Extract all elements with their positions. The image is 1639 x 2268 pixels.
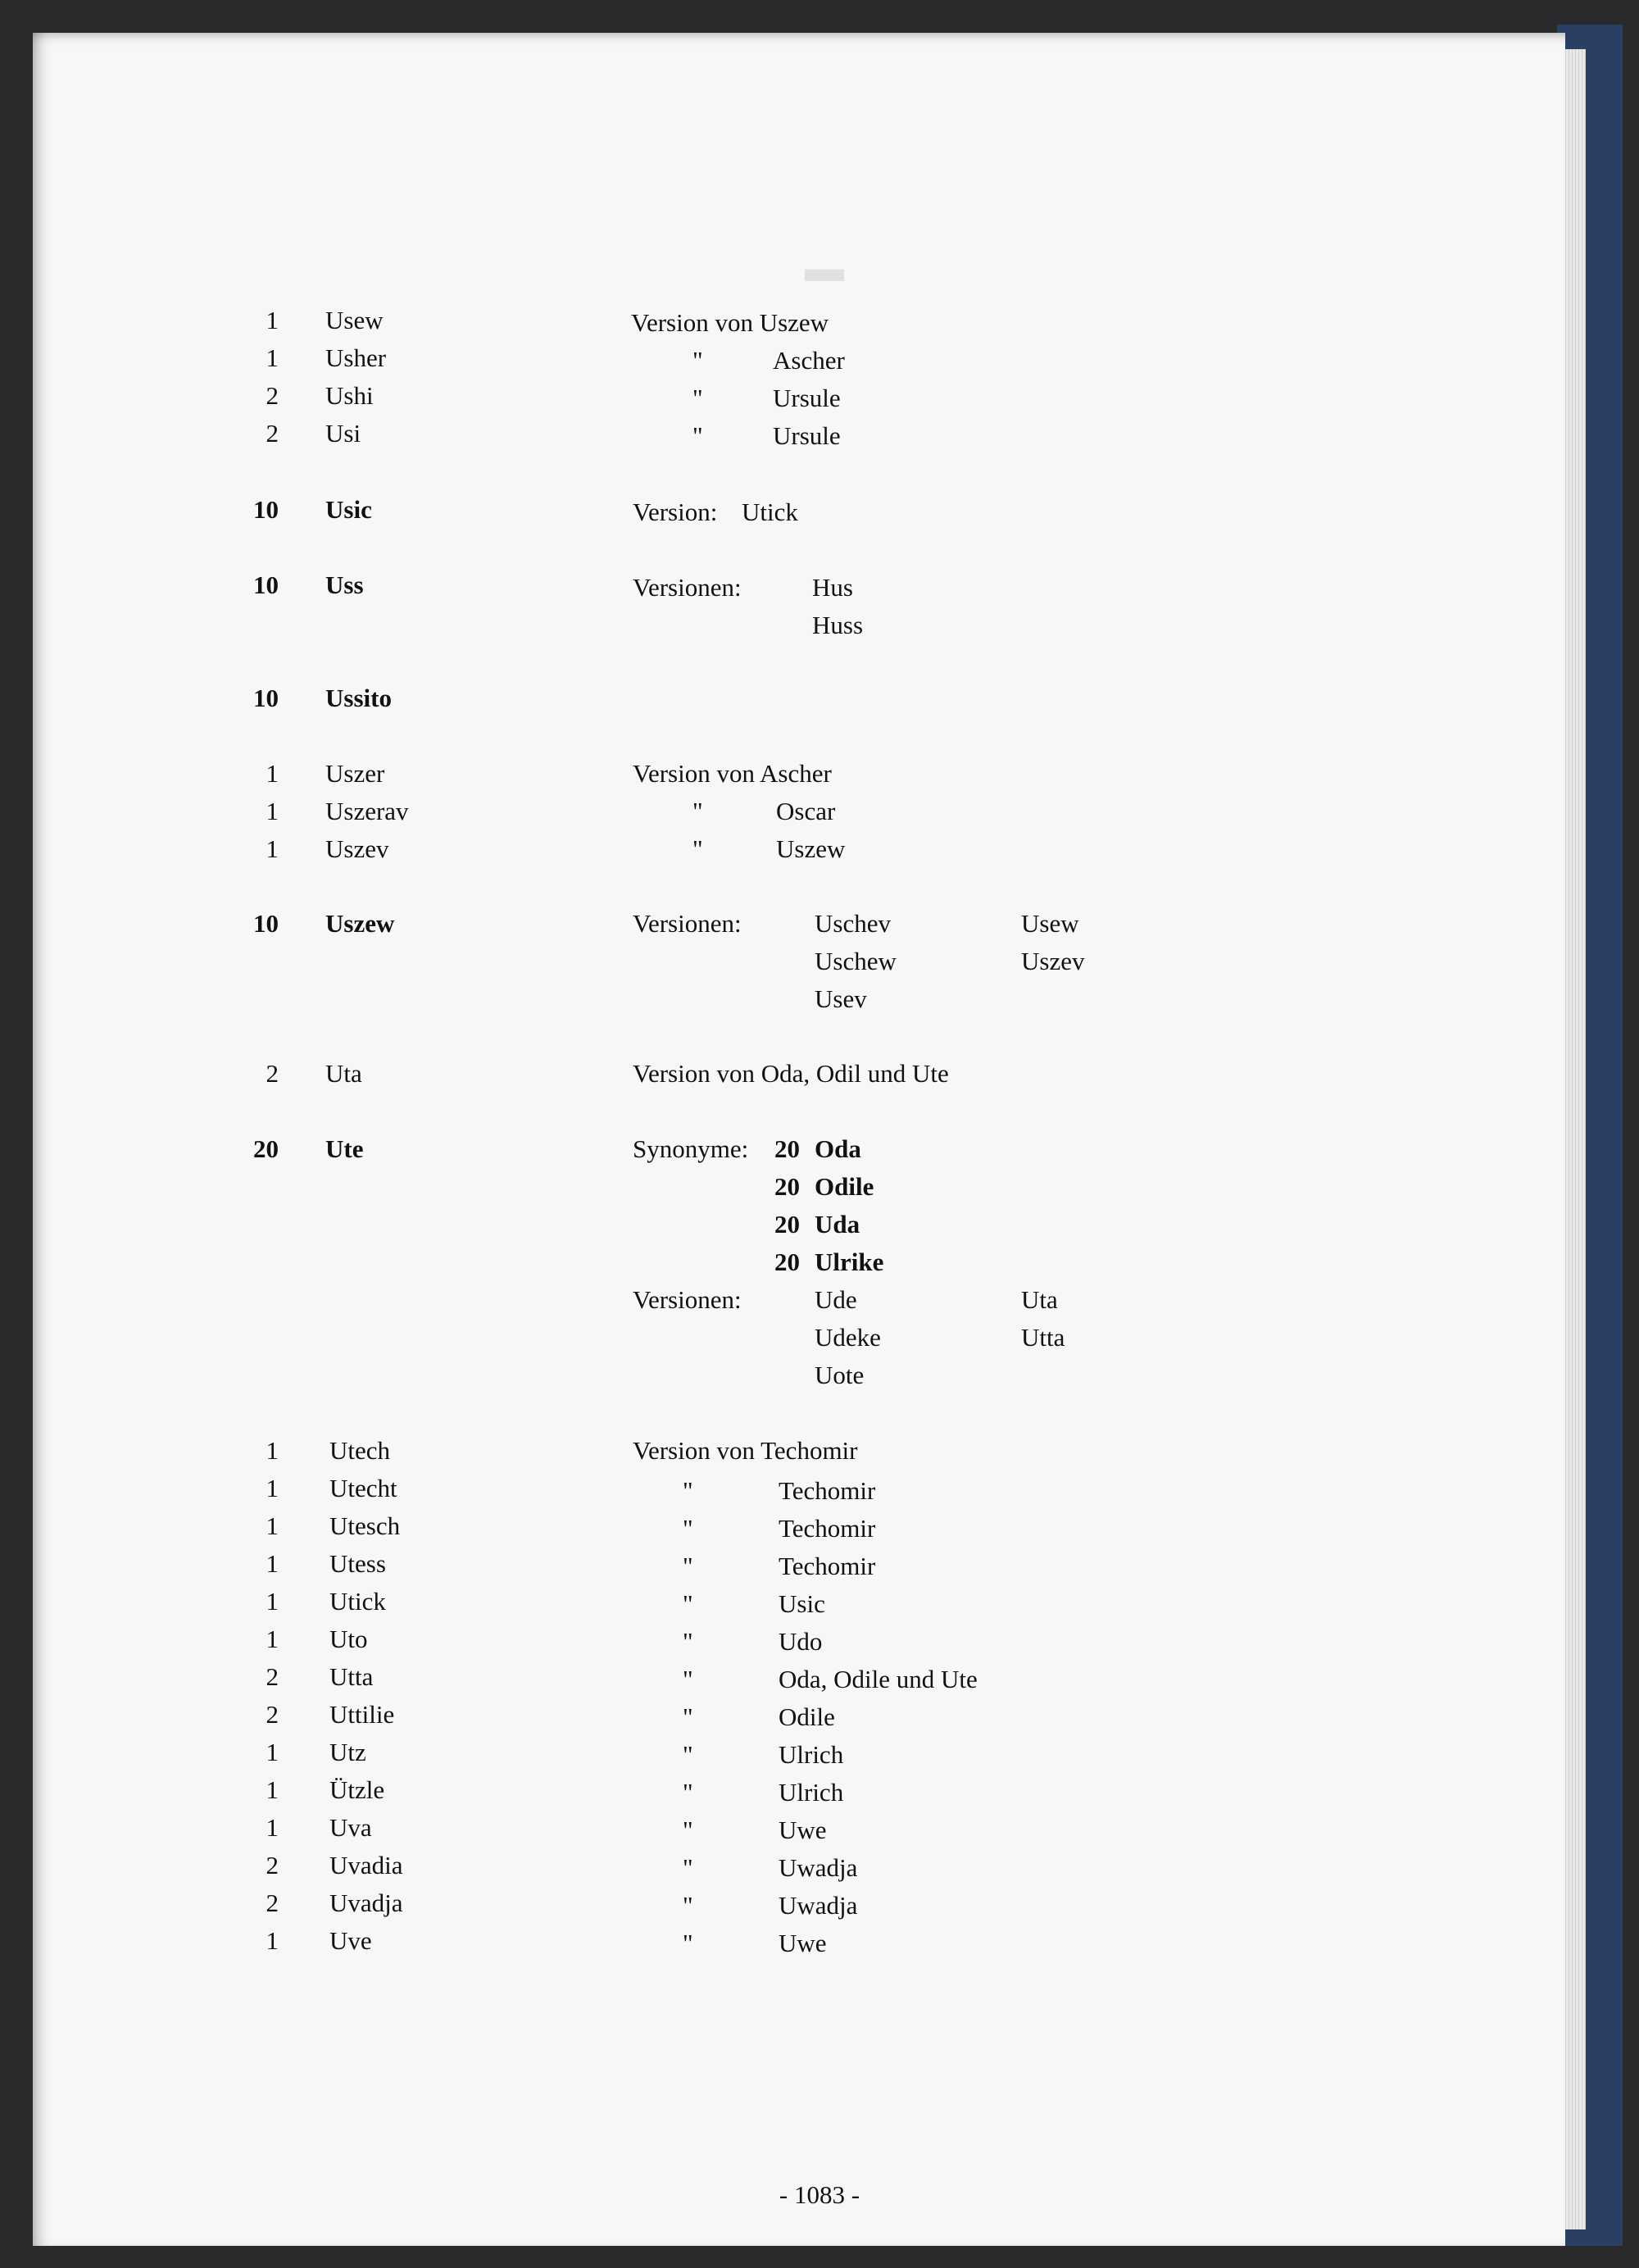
entry-ref: Oda, Odile und Ute [779, 1665, 978, 1693]
entry-count: 10 [253, 909, 279, 938]
entry-count: 1 [266, 1549, 279, 1578]
entry-label: Versionen: [633, 1285, 742, 1314]
entry-ref: Uwe [779, 1929, 827, 1957]
entry-ref: Uta [1021, 1285, 1058, 1314]
entry-label: Version: [633, 498, 718, 526]
entry-count: 10 [253, 684, 279, 712]
entry-ref: Ulrich [779, 1740, 844, 1769]
entry-count: 1 [266, 1775, 279, 1804]
entry-name: Uszerav [325, 797, 409, 825]
entry-ref: Uszev [1021, 947, 1085, 975]
entry-count: 1 [266, 797, 279, 825]
entry-count: 1 [266, 1625, 279, 1653]
entry-ref: Ursule [773, 421, 841, 450]
entry-count: 20 [253, 1134, 279, 1163]
entry-name: Utta [329, 1662, 374, 1691]
entry-name: Uszev [325, 834, 389, 863]
ditto-mark: " [683, 1929, 693, 1957]
entry-ref: Uwadja [779, 1853, 858, 1882]
entry-ref: Utick [742, 498, 798, 526]
synonym-name: Odile [815, 1172, 874, 1201]
entry-name: Ützle [329, 1775, 385, 1804]
entry-ref: Hus [812, 573, 853, 602]
entry-count: 1 [266, 1511, 279, 1540]
entry-name: Utech [329, 1436, 391, 1465]
entry-label: Versionen: [633, 573, 742, 602]
entry-name: Utick [329, 1587, 386, 1616]
ditto-mark: " [692, 346, 703, 375]
entry-count: 10 [253, 570, 279, 599]
synonym-count: 20 [774, 1134, 800, 1163]
ditto-mark: " [692, 421, 703, 450]
entry-name: Uve [329, 1926, 372, 1955]
entry-name: Uvadja [329, 1888, 403, 1917]
entry-count: 1 [266, 306, 279, 334]
ditto-mark: " [683, 1589, 693, 1618]
ditto-mark: " [692, 834, 703, 863]
entry-ref: Usic [779, 1589, 825, 1618]
ditto-mark: " [692, 384, 703, 412]
entry-ref: Techomir [779, 1552, 876, 1580]
entry-ref: Odile [779, 1702, 835, 1731]
entry-name: Usic [325, 495, 372, 524]
ditto-mark: " [683, 1627, 693, 1656]
synonym-name: Ulrike [815, 1248, 884, 1276]
page-number: - 1083 - [779, 2180, 860, 2209]
entry-ref: Utta [1021, 1323, 1065, 1352]
entry-name: Ute [325, 1134, 364, 1163]
ditto-mark: " [683, 1476, 693, 1505]
entry-name: Usher [325, 343, 387, 372]
entry-count: 1 [266, 1436, 279, 1465]
entry-count: 1 [266, 1587, 279, 1616]
entry-ref: Ude [815, 1285, 857, 1314]
ditto-mark: " [683, 1702, 693, 1731]
entry-name: Ussito [325, 684, 392, 712]
ditto-mark: " [692, 797, 703, 825]
entry-count: 1 [266, 759, 279, 788]
ditto-mark: " [683, 1552, 693, 1580]
synonym-count: 20 [774, 1248, 800, 1276]
synonym-count: 20 [774, 1172, 800, 1201]
ditto-mark: " [683, 1514, 693, 1543]
entry-ref: Uszew [776, 834, 846, 863]
synonym-name: Oda [815, 1134, 861, 1163]
ditto-mark: " [683, 1740, 693, 1769]
entry-ref: Udo [779, 1627, 823, 1656]
entry-name: Usi [325, 419, 361, 448]
entry-name: Utess [329, 1549, 386, 1578]
entry-ref: Huss [812, 611, 864, 639]
entry-name: Uss [325, 570, 364, 599]
ditto-mark: " [683, 1816, 693, 1844]
entry-count: 1 [266, 1926, 279, 1955]
ditto-mark: " [683, 1853, 693, 1882]
entry-name: Usew [325, 306, 384, 334]
entry-name: Utecht [329, 1474, 397, 1502]
entry-count: 2 [266, 1700, 279, 1729]
entry-name: Uszew [325, 909, 395, 938]
entry-ref: Oscar [776, 797, 836, 825]
entry-count: 2 [266, 381, 279, 410]
entry-ref: Uschew [815, 947, 897, 975]
entry-label: Version von Oda, Odil und Ute [633, 1059, 949, 1088]
entry-ref: Uschev [815, 909, 891, 938]
entry-ref: Uote [815, 1361, 865, 1389]
entry-label: Version von Uszew [631, 308, 829, 337]
entry-count: 10 [253, 495, 279, 524]
entry-name: Uva [329, 1813, 372, 1842]
entry-count: 2 [266, 1851, 279, 1879]
entry-ref: Udeke [815, 1323, 881, 1352]
entry-label: Versionen: [633, 909, 742, 938]
entry-ref: Usew [1021, 909, 1079, 938]
entry-name: Utesch [329, 1511, 401, 1540]
entry-label: Version von Techomir [633, 1436, 858, 1465]
entry-name: Uvadia [329, 1851, 403, 1879]
entry-ref: Techomir [779, 1476, 876, 1505]
entry-count: 1 [266, 1474, 279, 1502]
entry-name: Uszer [325, 759, 385, 788]
entry-ref: Techomir [779, 1514, 876, 1543]
entry-label: Synonyme: [633, 1134, 749, 1163]
entry-count: 1 [266, 1813, 279, 1842]
entry-label: Version von Ascher [633, 759, 832, 788]
entry-name: Uta [325, 1059, 362, 1088]
entry-count: 1 [266, 343, 279, 372]
ditto-mark: " [683, 1778, 693, 1807]
entry-count: 1 [266, 1738, 279, 1766]
entry-name: Uttilie [329, 1700, 395, 1729]
entry-ref: Uwe [779, 1816, 827, 1844]
entry-count: 2 [266, 1662, 279, 1691]
ditto-mark: " [683, 1891, 693, 1920]
entry-count: 1 [266, 834, 279, 863]
entry-ref: Usev [815, 984, 867, 1013]
entry-count: 2 [266, 419, 279, 448]
synonym-name: Uda [815, 1210, 860, 1239]
entry-ref: Ulrich [779, 1778, 844, 1807]
entry-name: Uto [329, 1625, 368, 1653]
entry-count: 2 [266, 1059, 279, 1088]
entry-name: Utz [329, 1738, 366, 1766]
entry-ref: Uwadja [779, 1891, 858, 1920]
entry-ref: Ascher [773, 346, 845, 375]
synonym-count: 20 [774, 1210, 800, 1239]
entry-ref: Ursule [773, 384, 841, 412]
entry-count: 2 [266, 1888, 279, 1917]
entry-name: Ushi [325, 381, 374, 410]
ditto-mark: " [683, 1665, 693, 1693]
